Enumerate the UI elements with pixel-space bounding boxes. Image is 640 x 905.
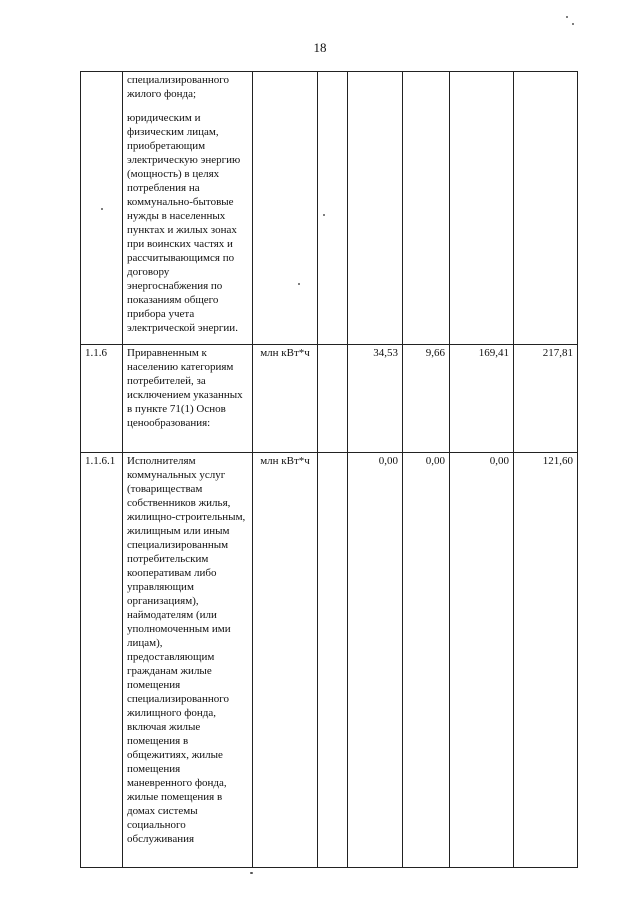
scan-speck <box>250 872 253 874</box>
row-value-4: 169,41 <box>450 345 514 453</box>
table-row <box>81 72 578 345</box>
row-description <box>123 345 253 453</box>
row-value-1 <box>318 453 348 868</box>
row-code: 1.1.6 <box>81 345 123 453</box>
row-value-3: 9,66 <box>403 345 450 453</box>
description-line: Приравненным к населению категориям потребителей, за исключением указанных в пункте 71(1) Основ ценообразования: <box>127 347 243 429</box>
scan-speck <box>323 214 325 216</box>
description-line: юридическим и физическим лицам, приобретающим электрическую энергию (мощность) в целях потребления на коммунально-бытовые нужды в населенных пунктах и жилых зонах при воинских частях и рассчитывающимся по договору энергоснабжения по показаниям общего прибора учета электрической энергии. <box>127 112 241 334</box>
data-table <box>80 71 578 868</box>
row-value-2: 34,53 <box>348 345 403 453</box>
scan-speck <box>101 208 103 210</box>
row-value-5 <box>514 72 578 345</box>
row-unit: млн кВт*ч <box>253 345 318 453</box>
row-value-1 <box>318 345 348 453</box>
table-row <box>81 345 578 453</box>
row-value-3 <box>403 72 450 345</box>
description-line: специализированного жилого фонда; <box>127 74 229 100</box>
row-value-2: 0,00 <box>348 453 403 868</box>
row-value-2 <box>348 72 403 345</box>
row-description <box>123 72 253 345</box>
row-description <box>123 453 253 868</box>
row-value-3: 0,00 <box>403 453 450 868</box>
row-code: 1.1.6.1 <box>81 453 123 868</box>
scan-speck <box>566 16 568 18</box>
page-number: 18 <box>313 40 327 55</box>
description-line: Исполнителям коммунальных услуг (товариществам собственников жилья, жилищно-строительным, жилищным или иным специализированным потребительским кооперативам либо управляющим организациям), наймодателям (или уполномоченным ими лицам), предоставляющим гражданам жилые помещения специализированного жилищного фонда, включая жилые помещения в общежитиях, жилые помещения маневренного фонда, жилые помещения в домах системы социального обслуживания <box>127 455 246 845</box>
row-value-5: 121,60 <box>514 453 578 868</box>
table-row <box>81 453 578 868</box>
row-value-5: 217,81 <box>514 345 578 453</box>
row-value-4 <box>450 72 514 345</box>
row-value-4: 0,00 <box>450 453 514 868</box>
row-value-1 <box>318 72 348 345</box>
row-unit <box>253 72 318 345</box>
row-unit: млн кВт*ч <box>253 453 318 868</box>
scan-speck <box>298 283 300 285</box>
scan-speck <box>572 23 574 25</box>
